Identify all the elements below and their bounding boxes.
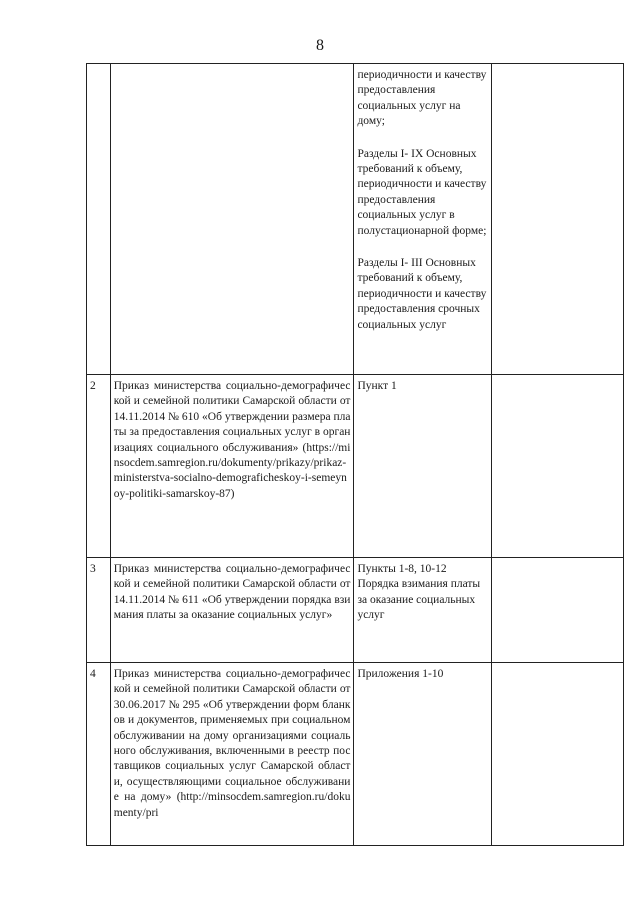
table-row (87, 663, 624, 846)
row-number: 3 (87, 558, 111, 663)
document-reference (110, 64, 354, 375)
requirements-table (86, 63, 624, 846)
note-cell (491, 663, 623, 846)
item-paragraph: Разделы I- IX Основных требований к объему, периодичности и качеству предоставления социальных услуг в полустационарной форме; (357, 147, 487, 237)
note-cell (491, 558, 623, 663)
note-cell (491, 64, 623, 375)
document-items (354, 663, 491, 846)
note-cell (491, 375, 623, 558)
document-reference: Приказ министерства социально-демографической и семейной политики Самарской области от 14.11.2014 № 610 «Об утверждении размера платы за предоставления социальных услуг в организациях социального обслуживания» (https://minsocdem.samregion.ru/dokumenty/prikazy/prikaz-ministerstva-socialno-demograficheskoy-i-semeynoy-politiki-samarskoy-87) (110, 375, 354, 558)
item-paragraph: Пункт 1 (357, 380, 397, 392)
item-paragraph: Приложения 1-10 (357, 668, 444, 680)
document-items (354, 375, 491, 558)
row-number: 2 (87, 375, 111, 558)
document-items (354, 558, 491, 663)
table-row (87, 64, 624, 375)
item-paragraph: Разделы I- III Основных требований к объему, периодичности и качеству предоставления срочных социальных услуг (357, 257, 487, 331)
item-paragraph: Пункты 1-8, 10-12 Порядка взимания платы за оказание социальных услуг (357, 563, 481, 622)
row-number: 4 (87, 663, 111, 846)
document-reference: Приказ министерства социально-демографической и семейной политики Самарской области от 14.11.2014 № 611 «Об утверждении порядка взимания платы за оказание социальных услуг» (110, 558, 354, 663)
table-row (87, 558, 624, 663)
table-row (87, 375, 624, 558)
page-number: 8 (316, 37, 324, 54)
item-paragraph: периодичности и качеству предоставления социальных услуг на дому; (357, 69, 487, 128)
row-number (87, 64, 111, 375)
document-items (354, 64, 491, 375)
document-reference: Приказ министерства социально-демографической и семейной политики Самарской области от 30.06.2017 № 295 «Об утверждении форм бланков и документов, применяемых при социальном обслуживании на дому организациями социального обслуживания, включенными в реестр поставщиков социальных услуг Самарской области, осуществляющими социальное обслуживание на дому» (http://minsocdem.samregion.ru/dokumenty/pri (110, 663, 354, 846)
